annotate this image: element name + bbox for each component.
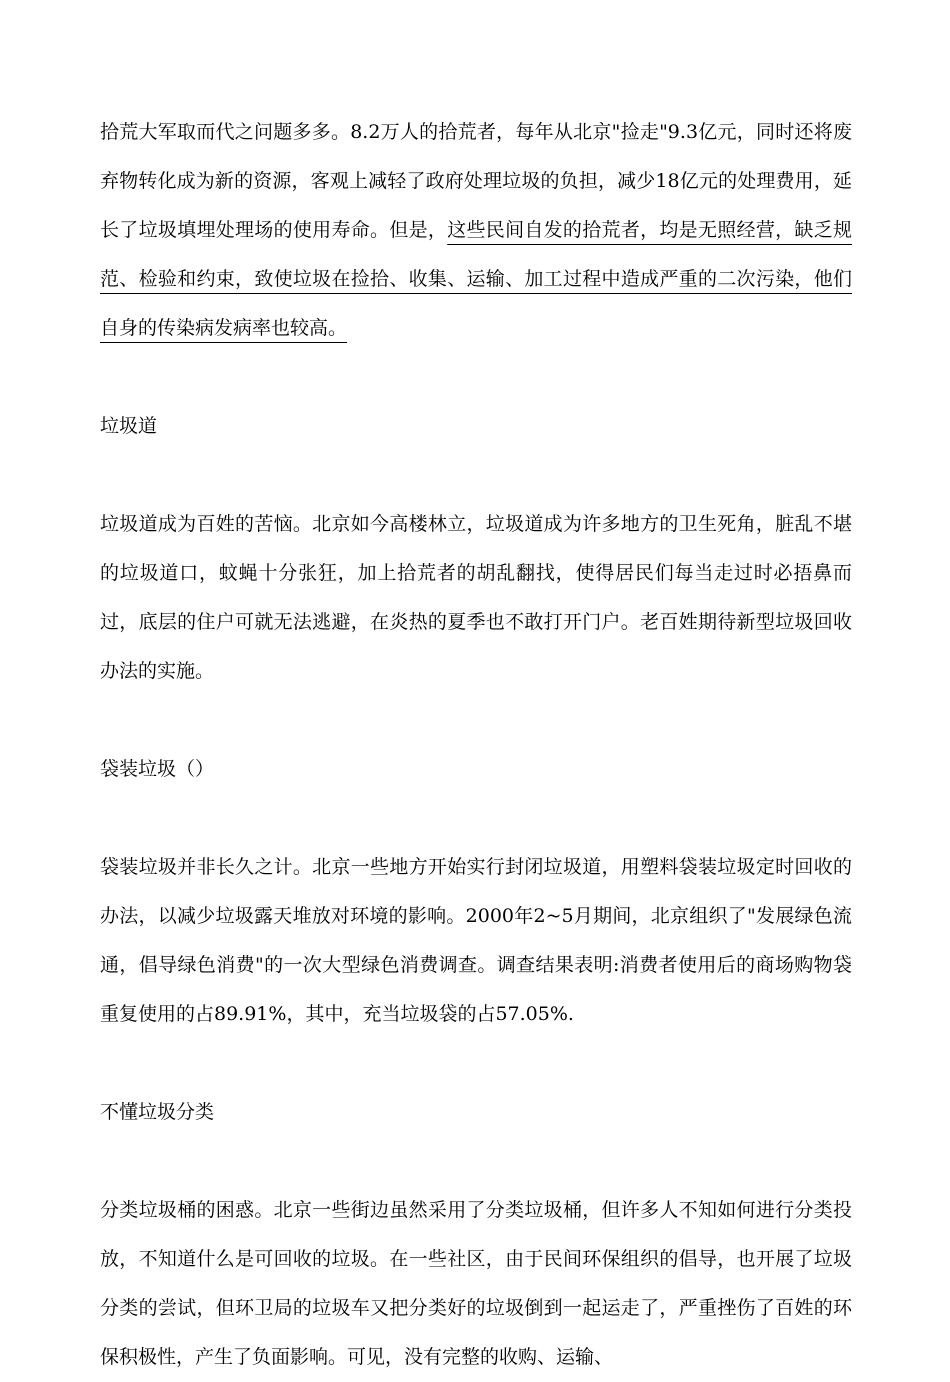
paragraph-scavengers-text: 拾荒大军取而代之问题多多。8.2万人的拾荒者，每年从北京"捡走"9.3亿元，同时还将废弃物转化成为新的资源，客观上减轻了政府处理垃圾的负担，减少18亿元的处理费用，延长了垃圾填埋处理场的使用寿命。但是， (100, 121, 852, 241)
spacer (100, 794, 852, 843)
spacer (100, 1137, 852, 1186)
spacer (100, 1039, 852, 1088)
spacer (100, 696, 852, 745)
underlined-passage: 这些民间自发的拾荒者，均是无照经营，缺乏规范、检验和约束，致使垃圾在捡拾、收集、运输、加工过程中造成严重的二次污染，他们自身的传染病发病率也较高。 (100, 219, 852, 339)
heading-sorting: 不懂垃圾分类 (100, 1101, 215, 1123)
spacer (100, 451, 852, 500)
paragraph-bagged-garbage: 袋装垃圾并非长久之计。北京一些地方开始实行封闭垃圾道，用塑料袋装垃圾定时回收的办法，以减少垃圾露天堆放对环境的影响。2000年2~5月期间，北京组织了"发展绿色流通，倡导绿色消费"的一次大型绿色消费调查。调查结果表明:消费者使用后的商场购物袋重复使用的占89.91%，其中，充当垃圾袋的占57.05%. (100, 856, 852, 1025)
spacer (100, 353, 852, 402)
heading-bagged-garbage: 袋装垃圾（） (100, 758, 215, 780)
paragraph-scavengers (100, 108, 852, 353)
document-page (100, 108, 852, 1382)
heading-garbage-chute: 垃圾道 (100, 415, 158, 437)
paragraph-sorting: 分类垃圾桶的困惑。北京一些街边虽然采用了分类垃圾桶，但许多人不知如何进行分类投放，不知道什么是可回收的垃圾。在一些社区，由于民间环保组织的倡导，也开展了垃圾分类的尝试，但环卫局的垃圾车又把分类好的垃圾倒到一起运走了，严重挫伤了百姓的环保积极性，产生了负面影响。可见，没有完整的收购、运输、 (100, 1199, 852, 1368)
paragraph-garbage-chute: 垃圾道成为百姓的苦恼。北京如今高楼林立，垃圾道成为许多地方的卫生死角，脏乱不堪的垃圾道口，蚊蝇十分张狂，加上拾荒者的胡乱翻找，使得居民们每当走过时必捂鼻而过，底层的住户可就无法逃避，在炎热的夏季也不敢打开门户。老百姓期待新型垃圾回收办法的实施。 (100, 513, 852, 682)
